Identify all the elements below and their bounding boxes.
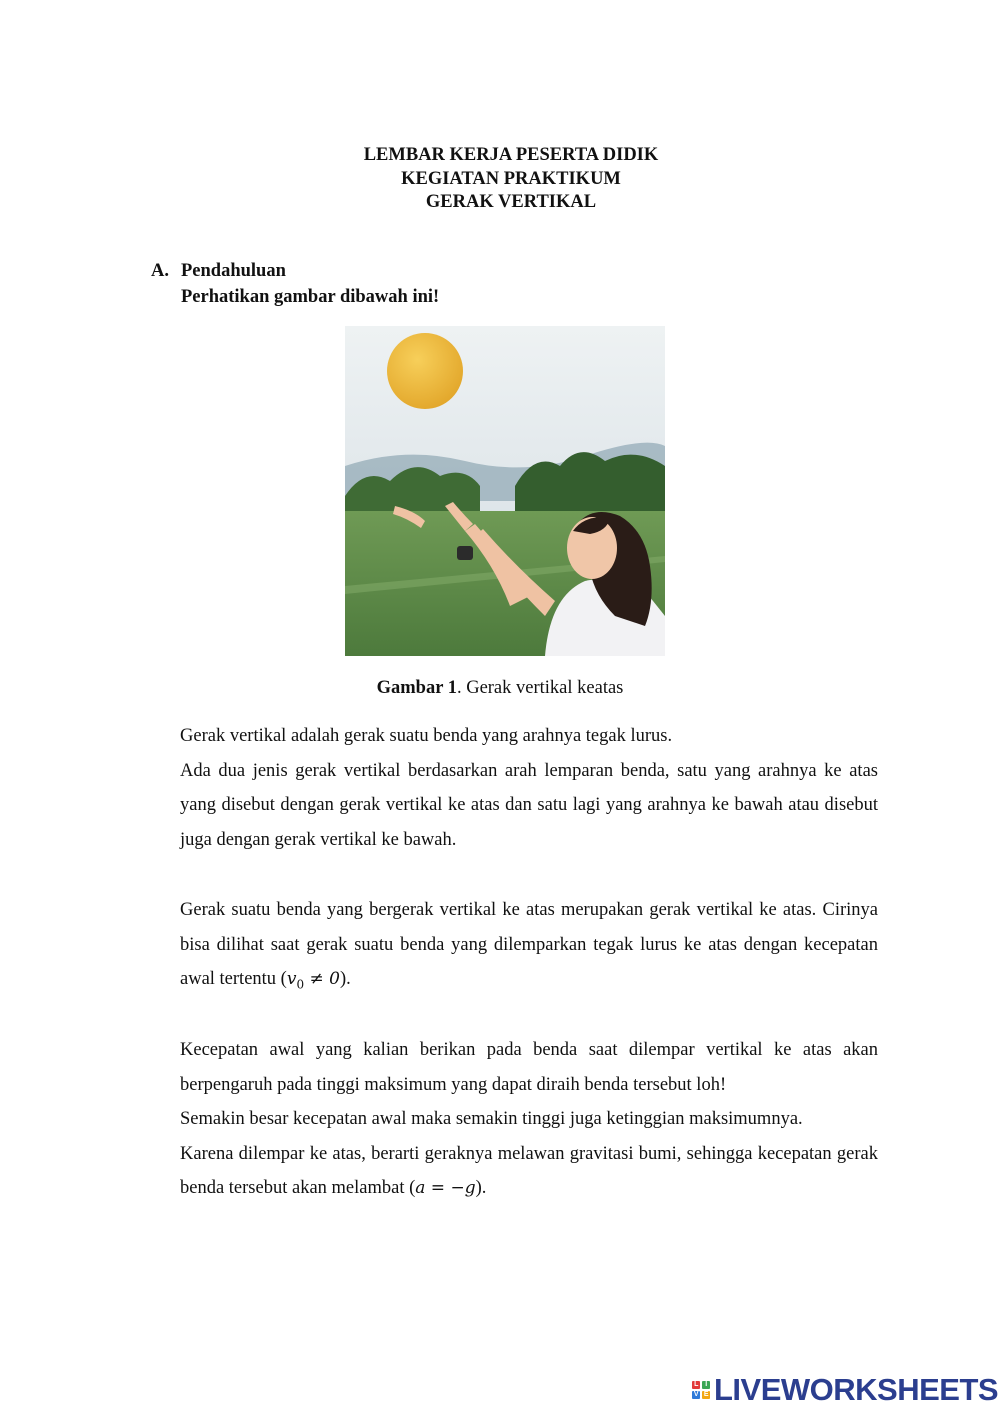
logo-tile-2: I xyxy=(702,1381,710,1389)
girl-catching-ball-illustration xyxy=(345,326,665,656)
section-a xyxy=(151,258,439,310)
paragraph-3-end: ). xyxy=(475,1178,487,1198)
paragraph-3-line-1: Kecepatan awal yang kalian berikan pada benda saat dilempar vertikal ke atas akan berpengaruh pada tinggi maksimum yang dapat diraih benda tersebut loh! xyxy=(180,1040,878,1095)
header-line-3: GERAK VERTIKAL xyxy=(425,192,597,212)
header-line-2: KEGIATAN PRAKTIKUM xyxy=(401,168,621,189)
logo-tile-3: V xyxy=(693,1391,699,1398)
header-line-1: LEMBAR KERJA PESERTA DIDIK xyxy=(363,145,659,165)
section-instruction: Perhatikan gambar dibawah ini! xyxy=(181,287,440,307)
figure-1-image xyxy=(345,326,665,656)
paragraph-2-body: Gerak suatu benda yang bergerak vertikal ke atas merupakan gerak vertikal ke atas. Cirinya bisa dilihat saat gerak suatu benda yang dilemparkan tegak lurus ke atas dengan kecepatan awal tertentu ( xyxy=(180,900,878,989)
paragraph-3-line-3-body: Karena dilempar ke atas, berarti geraknya melawan gravitasi bumi, sehingga kecepatan gerak benda tersebut akan melambat ( xyxy=(180,1143,878,1198)
paragraph-3 xyxy=(180,1033,878,1206)
formula-subscript: 0 xyxy=(296,977,305,992)
paragraph-2-text xyxy=(180,893,878,1002)
figure-caption xyxy=(0,678,1000,699)
worksheet-header xyxy=(0,144,1000,215)
liveworksheets-brand[interactable] xyxy=(692,1370,998,1410)
paragraph-1-line-2: Ada dua jenis gerak vertikal berdasarkan arah lemparan benda, satu yang arahnya ke atas yang disebut dengan gerak vertikal ke atas dan satu lagi yang arahnya ke bawah atau disebut juga dengan gerak vertikal ke bawah. xyxy=(180,760,878,850)
paragraph-3-line-2: Semakin besar kecepatan awal maka semakin tinggi juga ketinggian maksimumnya. xyxy=(180,1109,803,1129)
paragraph-2-end: ). xyxy=(339,969,351,989)
paragraph-1-line-1: Gerak vertikal adalah gerak suatu benda yang arahnya tegak lurus. xyxy=(180,726,673,746)
section-letter: A. xyxy=(151,261,169,281)
ball-shape xyxy=(387,333,463,409)
logo-tile-1: L xyxy=(692,1381,700,1389)
caption-label: Gambar 1 xyxy=(376,678,457,698)
initial-velocity-formula xyxy=(286,969,340,992)
formula-condition: ≠ 0 xyxy=(304,969,340,989)
liveworksheets-logo-icon xyxy=(692,1381,710,1399)
section-title: Pendahuluan xyxy=(181,261,286,281)
caption-text: . Gerak vertikal keatas xyxy=(456,678,624,698)
formula-variable: v xyxy=(286,969,297,989)
paragraph-3-line-3 xyxy=(180,1137,878,1206)
brand-name: LIVEWORKSHEETS xyxy=(714,1372,999,1407)
logo-tile-4: E xyxy=(703,1391,709,1398)
paragraph-2 xyxy=(180,893,878,1002)
paragraph-1 xyxy=(180,719,878,857)
acceleration-formula: a = −g xyxy=(415,1178,476,1198)
